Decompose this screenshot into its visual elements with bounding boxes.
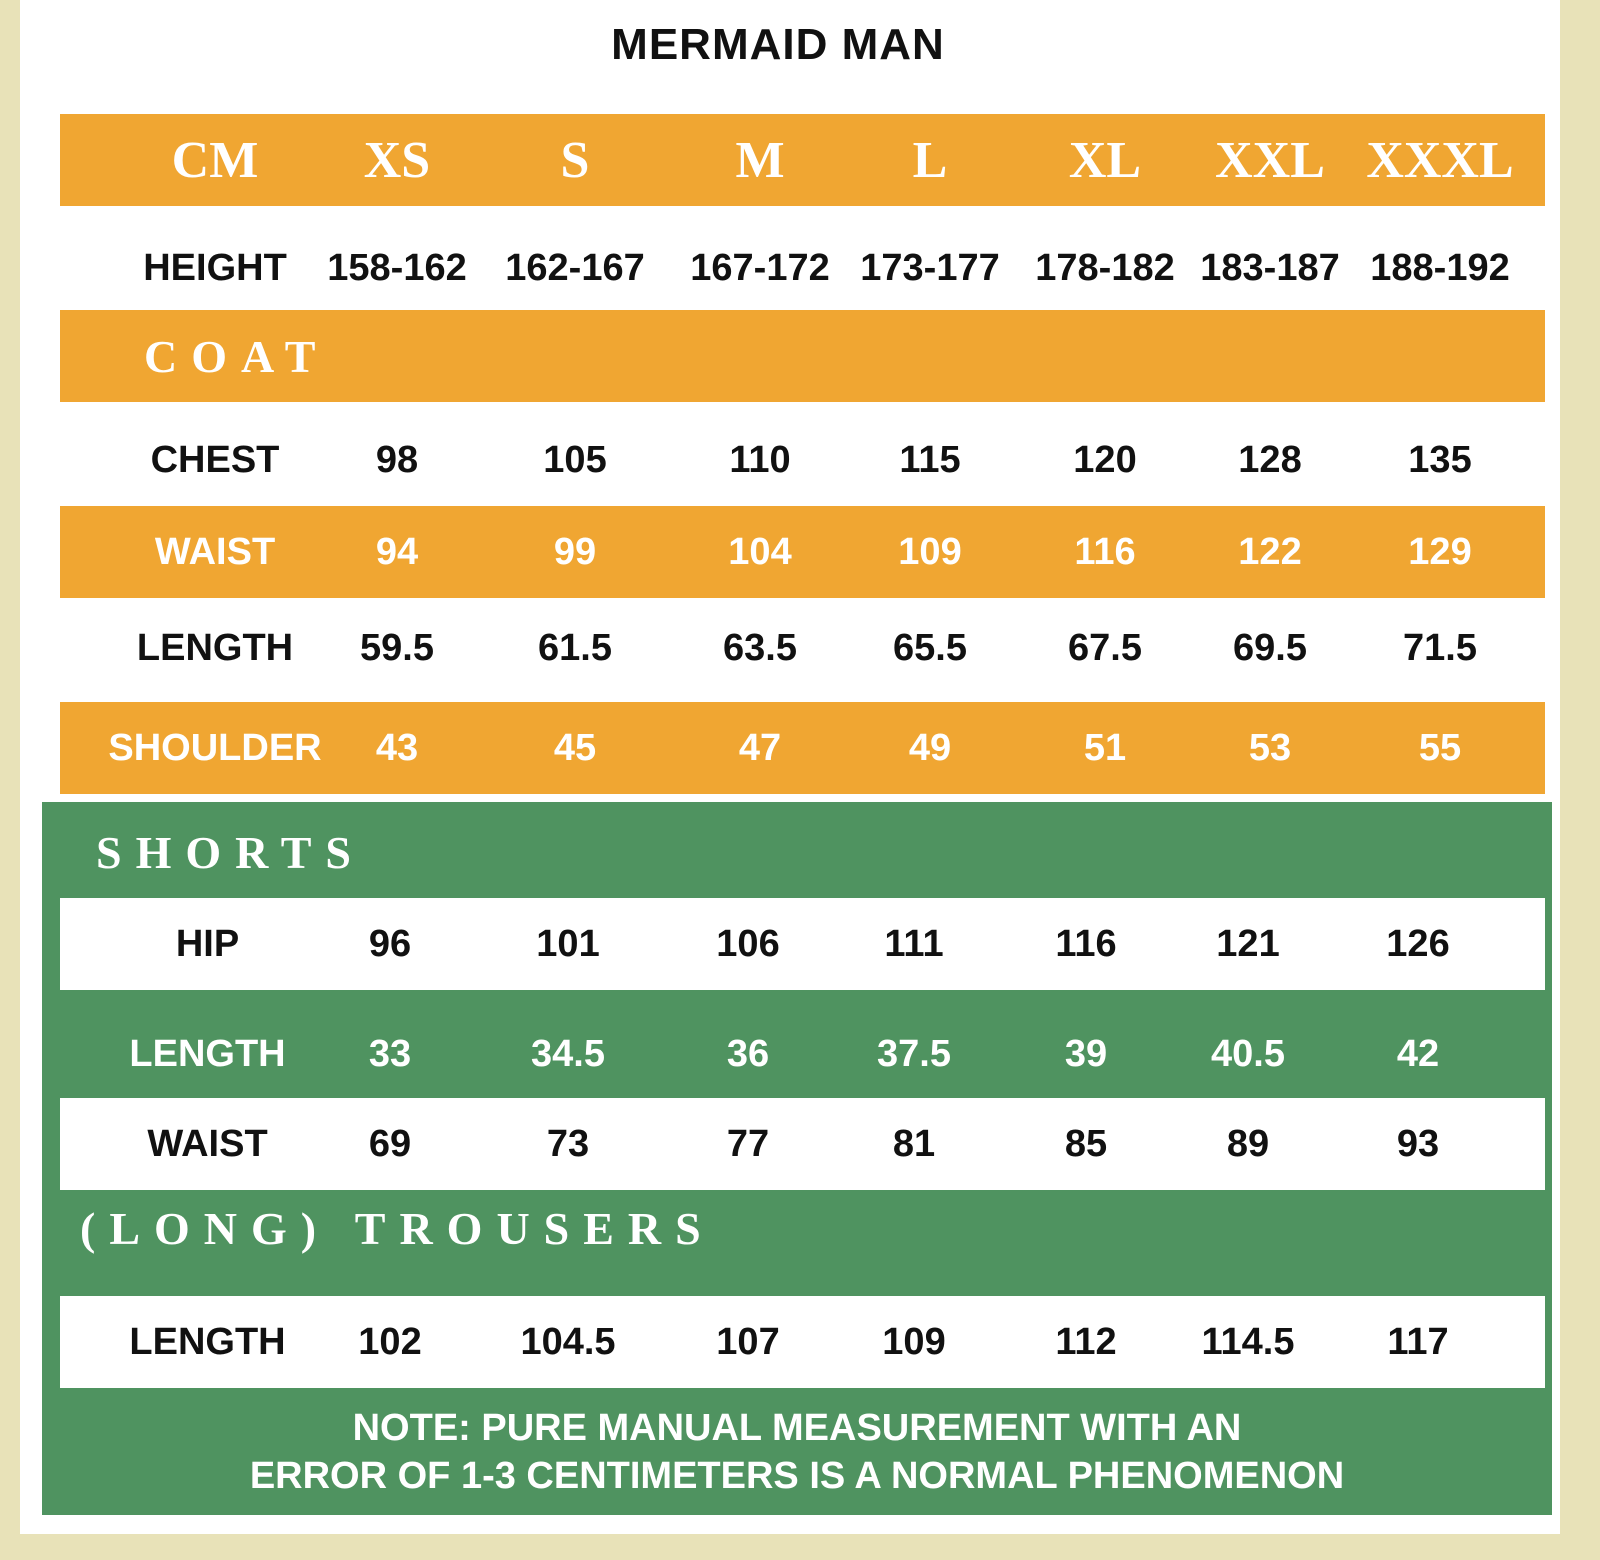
table-cell: 107 bbox=[716, 1320, 780, 1363]
table-cell: 173-177 bbox=[860, 246, 1000, 289]
table-cell: 49 bbox=[908, 726, 952, 769]
table-cell: 73 bbox=[546, 1122, 590, 1165]
table-cell: 39 bbox=[1064, 1032, 1108, 1075]
table-cell: 77 bbox=[726, 1122, 770, 1165]
table-cell: 98 bbox=[375, 438, 419, 481]
table-cell: 117 bbox=[1387, 1320, 1449, 1363]
measurement-note bbox=[42, 1404, 1552, 1500]
size-m: M bbox=[735, 131, 785, 189]
table-cell: 99 bbox=[553, 530, 597, 573]
trousers-length-row bbox=[60, 1296, 1545, 1388]
table-cell: 61.5 bbox=[538, 626, 612, 669]
coat-section-label: COAT bbox=[144, 330, 330, 382]
row-label: WAIST bbox=[154, 530, 276, 573]
table-cell: 69.5 bbox=[1233, 626, 1307, 669]
table-cell: 81 bbox=[892, 1122, 936, 1165]
table-cell: 135 bbox=[1408, 438, 1472, 481]
row-label: HIP bbox=[175, 922, 240, 965]
row-label: LENGTH bbox=[129, 1032, 286, 1075]
coat-shoulder-row bbox=[60, 702, 1545, 794]
table-cell: 120 bbox=[1073, 438, 1137, 481]
coat-length-row bbox=[60, 602, 1545, 694]
table-cell: 89 bbox=[1226, 1122, 1270, 1165]
table-cell: 69 bbox=[368, 1122, 412, 1165]
size-xs: XS bbox=[363, 131, 431, 189]
table-cell: 102 bbox=[358, 1320, 422, 1363]
table-cell: 93 bbox=[1396, 1122, 1440, 1165]
shorts-section-label: SHORTS bbox=[96, 827, 366, 878]
row-label: WAIST bbox=[147, 1122, 268, 1165]
table-cell: 106 bbox=[716, 922, 780, 965]
coat-waist-row bbox=[60, 506, 1545, 598]
table-cell: 116 bbox=[1055, 922, 1117, 965]
size-l: L bbox=[912, 131, 948, 189]
table-cell: 178-182 bbox=[1035, 246, 1175, 289]
size-s: S bbox=[560, 131, 590, 189]
coat-chest-row bbox=[60, 414, 1545, 506]
chart-title: MERMAID MAN bbox=[611, 20, 945, 69]
row-label: LENGTH bbox=[136, 626, 294, 669]
table-cell: 67.5 bbox=[1068, 626, 1142, 669]
note-line-1: NOTE: PURE MANUAL MEASUREMENT WITH AN bbox=[352, 1407, 1242, 1449]
note-line-2: ERROR OF 1-3 CENTIMETERS IS A NORMAL PHENOMENON bbox=[249, 1455, 1345, 1497]
table-cell: 110 bbox=[729, 438, 791, 481]
shorts-hip-row bbox=[60, 898, 1545, 990]
table-cell: 111 bbox=[884, 922, 944, 965]
table-cell: 45 bbox=[553, 726, 597, 769]
table-cell: 36 bbox=[726, 1032, 770, 1075]
table-cell: 162-167 bbox=[505, 246, 645, 289]
unit-label: CM bbox=[171, 131, 259, 189]
table-cell: 42 bbox=[1396, 1032, 1440, 1075]
row-label: SHOULDER bbox=[108, 726, 322, 769]
table-cell: 94 bbox=[375, 530, 419, 573]
table-cell: 126 bbox=[1386, 922, 1450, 965]
trousers-section-label: (LONG) TROUSERS bbox=[80, 1203, 715, 1254]
table-cell: 63.5 bbox=[723, 626, 797, 669]
table-cell: 40.5 bbox=[1211, 1032, 1285, 1075]
table-cell: 53 bbox=[1248, 726, 1292, 769]
table-cell: 51 bbox=[1083, 726, 1127, 769]
shorts-length-row bbox=[60, 1008, 1545, 1100]
table-cell: 33 bbox=[368, 1032, 412, 1075]
table-cell: 105 bbox=[543, 438, 607, 481]
height-row bbox=[60, 222, 1545, 314]
table-cell: 129 bbox=[1408, 530, 1472, 573]
row-label: CHEST bbox=[150, 438, 280, 481]
table-cell: 65.5 bbox=[893, 626, 967, 669]
table-cell: 109 bbox=[882, 1320, 946, 1363]
table-cell: 167-172 bbox=[690, 246, 830, 289]
table-cell: 109 bbox=[898, 530, 962, 573]
coat-section-header bbox=[60, 310, 1545, 402]
table-cell: 128 bbox=[1238, 438, 1302, 481]
table-cell: 34.5 bbox=[531, 1032, 605, 1075]
table-cell: 122 bbox=[1238, 530, 1302, 573]
table-cell: 183-187 bbox=[1200, 246, 1340, 289]
table-cell: 101 bbox=[536, 922, 600, 965]
shorts-waist-row bbox=[60, 1098, 1545, 1190]
size-xxl: XXL bbox=[1215, 131, 1325, 189]
table-cell: 59.5 bbox=[360, 626, 434, 669]
row-label: HEIGHT bbox=[143, 246, 287, 289]
table-cell: 158-162 bbox=[327, 246, 467, 289]
table-cell: 96 bbox=[368, 922, 412, 965]
table-cell: 104.5 bbox=[520, 1320, 616, 1363]
table-cell: 115 bbox=[899, 438, 961, 481]
table-cell: 47 bbox=[738, 726, 782, 769]
table-cell: 116 bbox=[1074, 530, 1136, 573]
table-cell: 37.5 bbox=[877, 1032, 951, 1075]
table-cell: 121 bbox=[1216, 922, 1280, 965]
table-cell: 55 bbox=[1418, 726, 1462, 769]
table-cell: 114.5 bbox=[1201, 1320, 1295, 1363]
table-cell: 104 bbox=[728, 530, 792, 573]
size-xxxl: XXXL bbox=[1366, 131, 1514, 189]
row-label: LENGTH bbox=[129, 1320, 286, 1363]
table-cell: 71.5 bbox=[1403, 626, 1477, 669]
table-cell: 85 bbox=[1064, 1122, 1108, 1165]
table-cell: 188-192 bbox=[1370, 246, 1510, 289]
table-cell: 43 bbox=[375, 726, 419, 769]
size-header-row bbox=[60, 114, 1545, 206]
size-xl: XL bbox=[1068, 131, 1142, 189]
table-cell: 112 bbox=[1055, 1320, 1117, 1363]
